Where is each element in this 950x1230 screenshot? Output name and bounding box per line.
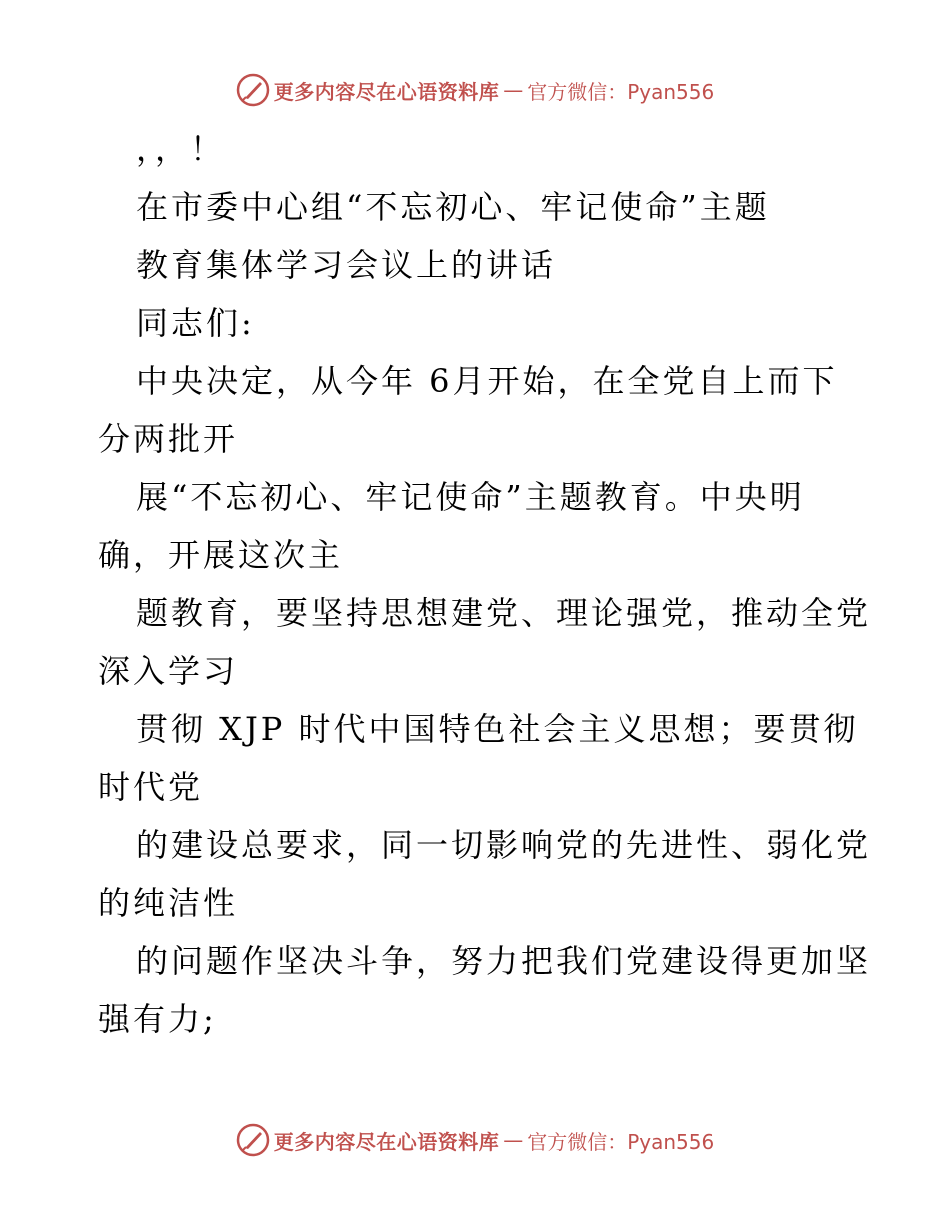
- watermark-contact: 官方微信：Pyan556: [527, 1129, 715, 1154]
- document-line: ，，！: [136, 130, 226, 168]
- document-line: 的问题作坚决斗争，努力把我们党建设得更加坚: [136, 942, 872, 980]
- document-line: 时代党: [98, 768, 204, 806]
- footer-watermark: [0, 1120, 950, 1160]
- document-line: 的建设总要求，同一切影响党的先进性、弱化党: [136, 826, 872, 864]
- document-body: [98, 120, 872, 1048]
- document-line: 强有力;: [98, 1000, 217, 1038]
- document-line: 贯彻 XJP 时代中国特色社会主义思想；要贯彻: [136, 710, 859, 748]
- document-line: 题教育，要坚持思想建党、理论强党，推动全党: [136, 594, 872, 632]
- watermark-brand: 更多内容尽在心语资料库: [273, 1129, 500, 1154]
- header-watermark: [0, 70, 950, 110]
- watermark-separator: —: [503, 78, 524, 102]
- document-line: 展“不忘初心、牢记使命”主题教育。中央明: [136, 478, 805, 516]
- document-line: 确，开展这次主: [98, 536, 344, 574]
- document-line: 同志们:: [136, 304, 255, 342]
- document-line: 深入学习: [98, 652, 239, 690]
- document-line: 中央决定，从今年 6月开始，在全党自上而下: [136, 362, 838, 400]
- feather-pen-logo-icon: [236, 1123, 270, 1157]
- watermark-contact: 官方微信：Pyan556: [527, 79, 715, 104]
- feather-pen-logo-icon: [236, 73, 270, 107]
- watermark-separator: —: [503, 1128, 524, 1152]
- document-line: 在市委中心组“不忘初心、牢记使命”主题: [136, 188, 770, 226]
- document-line: 分两批开: [98, 420, 239, 458]
- watermark-brand: 更多内容尽在心语资料库: [273, 79, 500, 104]
- document-line: 的纯洁性: [98, 884, 239, 922]
- document-line: 教育集体学习会议上的讲话: [136, 246, 557, 284]
